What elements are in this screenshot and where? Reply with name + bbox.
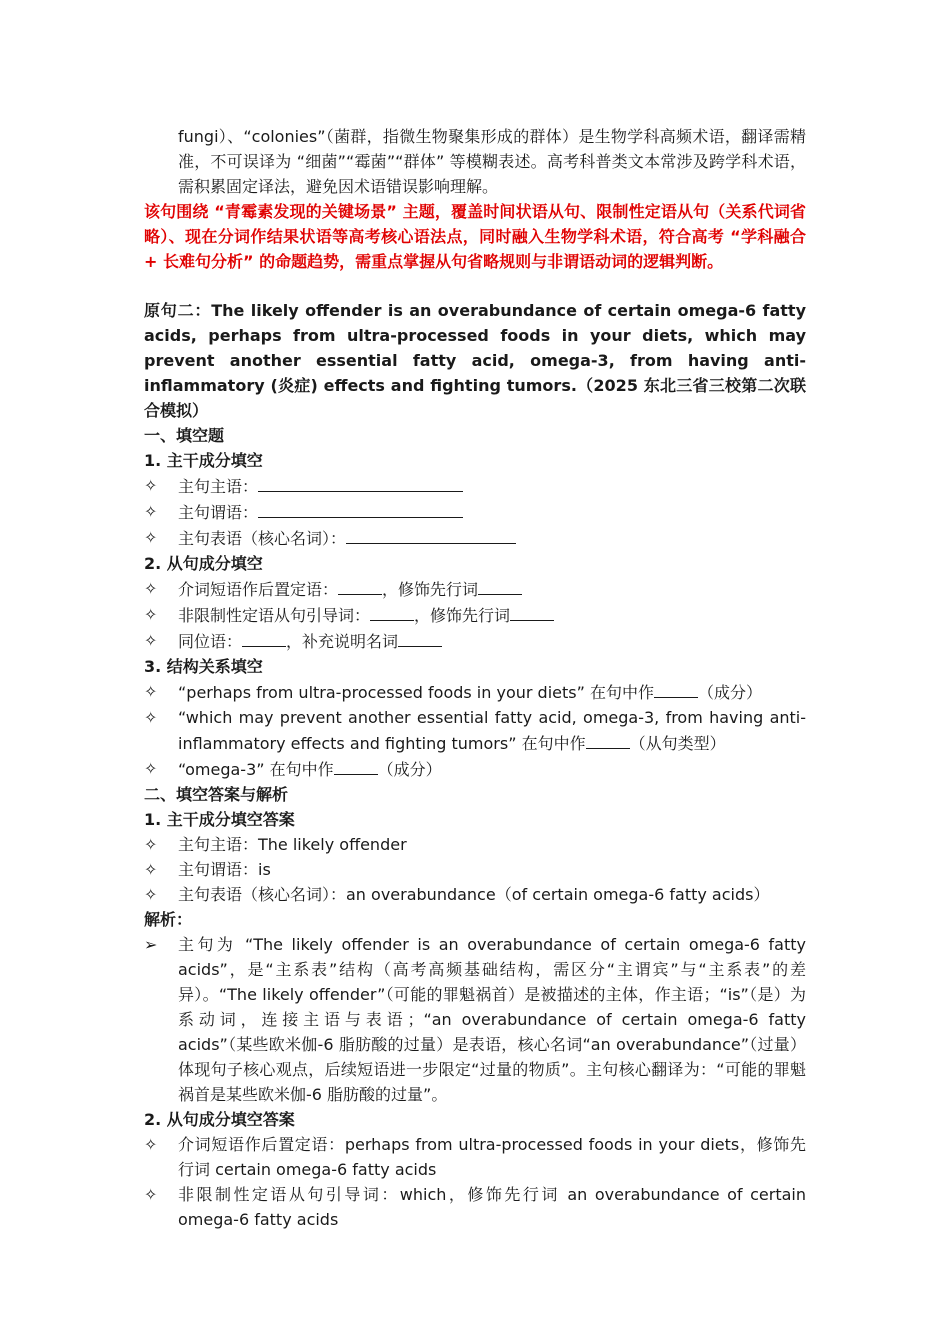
list-item: ✧ 主句表语（核心名词）：an overabundance（of certain omega-6 fatty acids）	[144, 882, 806, 907]
section1-title: 一、填空题	[144, 426, 225, 445]
answer-blank[interactable]	[334, 756, 378, 775]
list-item: ✧ “perhaps from ultra-processed foods in your diets” 在句中作 （成分）	[144, 679, 806, 705]
diamond-icon: ✧	[144, 605, 158, 624]
arrow-icon: ➢	[144, 935, 158, 954]
list-item: ✧ “which may prevent another essential fatty acid, omega-3, from having anti-inflammatory effects and fighting tumors” 在句中作 （从句类型）	[144, 705, 806, 756]
section1-sub3-title: 3. 结构关系填空	[144, 657, 263, 676]
analysis-paragraph: ➢ 主句为 “The likely offender is an overabundance of certain omega-6 fatty acids”，是“主系表”结构（高考高频基础结构，需区分“主谓宾”与“主系表”的差异）。“The likely offender”（可能的罪魁祸首）是被描述的主体，作主语；“is”（是）为系动词，连接主语与表语；“an overabundance of certain omega-6 fatty acids”（某些欧米伽-6 脂肪酸的过量）是表语，核心名词“an overabundance”（过量）体现句子核心观点，后续短语进一步限定“过量的物质”。主句核心翻译为：“可能的罪魁祸首是某些欧米伽-6 脂肪酸的过量”。	[144, 932, 806, 1107]
diamond-icon: ✧	[144, 759, 158, 778]
list-item: ✧ 非限制性定语从句引导词： ，修饰先行词	[144, 602, 806, 628]
diamond-icon: ✧	[144, 835, 158, 854]
list-item: ✧ 同位语： ，补充说明名词	[144, 628, 806, 654]
list-item: ✧ 非限制性定语从句引导词：which，修饰先行词 an overabundance of certain omega-6 fatty acids	[144, 1182, 806, 1232]
section2-sub1-title: 1. 主干成分填空答案	[144, 810, 295, 829]
diamond-icon: ✧	[144, 885, 158, 904]
sentence-text: The likely offender is an overabundance of certain omega-6 fatty acids, perhaps from ultra-processed foods in your diets, which may prevent another essential fatty acid, omega-3, from having anti-inflammatory (炎症) effects and fighting tumors.（2025 东北三省三校第二次联合模拟）	[144, 301, 806, 420]
sentence-label: 原句二：	[144, 301, 212, 320]
list-item: ✧ 介词短语作后置定语： ，修饰先行词	[144, 576, 806, 602]
answer-blank[interactable]	[242, 628, 286, 647]
document-page	[144, 124, 806, 1232]
list-item: ✧ 介词短语作后置定语：perhaps from ultra-processed foods in your diets，修饰先行词 certain omega-6 fatty acids	[144, 1132, 806, 1182]
diamond-icon: ✧	[144, 682, 158, 701]
answer-blank[interactable]	[398, 628, 442, 647]
diamond-icon: ✧	[144, 528, 158, 547]
analysis-label: 解析：	[144, 910, 193, 929]
intro-continuation: fungi）、“colonies”（菌群，指微生物聚集形成的群体）是生物学科高频术语，翻译需精准，不可误译为 “细菌”“霉菌”“群体” 等模糊表述。高考科普类文本常涉及跨学科术语，需积累固定译法，避免因术语错误影响理解。	[178, 127, 806, 196]
answer-blank[interactable]	[346, 525, 516, 544]
answer-blank[interactable]	[654, 679, 698, 698]
answer-blank[interactable]	[338, 576, 382, 595]
answer-blank[interactable]	[370, 602, 414, 621]
diamond-icon: ✧	[144, 1135, 158, 1154]
section1-sub2-title: 2. 从句成分填空	[144, 554, 263, 573]
section2-title: 二、填空答案与解析	[144, 785, 289, 804]
answer-blank[interactable]	[510, 602, 554, 621]
diamond-icon: ✧	[144, 1185, 158, 1204]
diamond-icon: ✧	[144, 579, 158, 598]
list-item: ✧ 主句主语：The likely offender	[144, 832, 806, 857]
diamond-icon: ✧	[144, 631, 158, 650]
answer-blank[interactable]	[586, 730, 630, 749]
list-item: ✧ 主句谓语：	[144, 499, 806, 525]
answer-blank[interactable]	[258, 473, 463, 492]
diamond-icon: ✧	[144, 476, 158, 495]
list-item: ✧ “omega-3” 在句中作 （成分）	[144, 756, 806, 782]
list-item: ✧ 主句谓语：is	[144, 857, 806, 882]
list-item: ✧ 主句主语：	[144, 473, 806, 499]
diamond-icon: ✧	[144, 708, 158, 727]
answer-blank[interactable]	[478, 576, 522, 595]
section1-sub1-title: 1. 主干成分填空	[144, 451, 263, 470]
diamond-icon: ✧	[144, 502, 158, 521]
red-summary-note: 该句围绕 “青霉素发现的关键场景” 主题，覆盖时间状语从句、限制性定语从句（关系代词省略）、现在分词作结果状语等高考核心语法点，同时融入生物学科术语，符合高考 “学科融合 + 长难句分析” 的命题趋势，需重点掌握从句省略规则与非谓语动词的逻辑判断。	[144, 202, 806, 271]
original-sentence	[144, 298, 806, 423]
section2-sub2-title: 2. 从句成分填空答案	[144, 1110, 295, 1129]
diamond-icon: ✧	[144, 860, 158, 879]
answer-blank[interactable]	[258, 499, 463, 518]
list-item: ✧ 主句表语（核心名词）：	[144, 525, 806, 551]
